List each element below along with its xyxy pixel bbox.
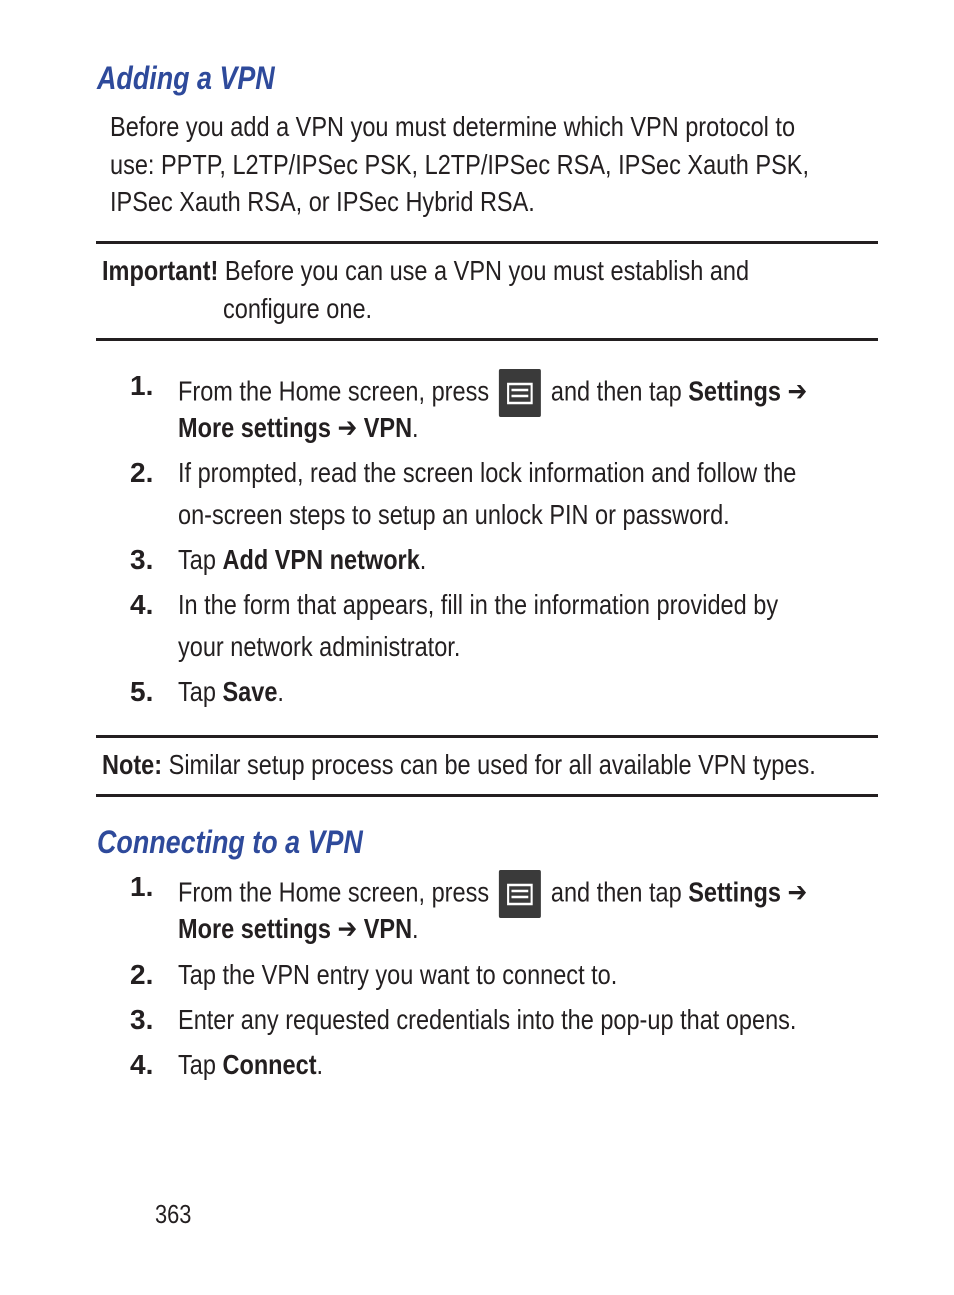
step-number: 4. [130,1049,154,1080]
connect-step-1-line-1: From the Home screen, press and then tap Settings ➔ [178,870,927,918]
connect-step-3: Enter any requested credentials into the pop-up that opens. [178,1004,797,1035]
step-4-line-1: In the form that appears, fill in the information provided by [178,589,779,620]
step-number: 2. [130,959,154,990]
section-title-connecting-vpn: Connecting to a VPN [97,824,363,860]
important-top-rule [96,241,878,244]
note-top-rule [96,735,878,738]
step-number: 2. [130,457,154,488]
note-bottom-rule [96,794,878,797]
important-text-continued: configure one. [223,293,373,324]
step-1-line-2: More settings ➔ VPN. [178,412,419,443]
settings-label: Settings [688,876,782,908]
step-2-line-2: on-screen steps to setup an unlock PIN or password. [178,499,730,530]
step-number: 4. [130,589,154,620]
more-settings-label: More settings [178,412,331,443]
intro-paragraph [110,108,942,221]
note-label: Note: [102,749,163,780]
step-4-line-2: your network administrator. [178,631,461,662]
intro-line-1: Before you add a VPN you must determine which VPN protocol to [110,111,796,142]
add-vpn-network-label: Add VPN network [222,544,420,575]
connect-step-1-line-2: More settings ➔ VPN. [178,913,419,944]
step-2-line-1: If prompted, read the screen lock information and follow the [178,457,797,488]
vpn-label: VPN [363,913,413,944]
connect-step-2: Tap the VPN entry you want to connect to. [178,959,618,990]
intro-line-2: use: PPTP, L2TP/IPSec PSK, L2TP/IPSec RSA, IPSec Xauth PSK, [110,148,809,180]
menu-key-icon [499,369,541,417]
more-settings-label: More settings [178,913,331,944]
page-number: 363 [155,1199,192,1229]
connect-label: Connect [222,1049,317,1080]
step-3: Tap Add VPN network. [178,544,427,575]
step-number: 1. [130,370,154,401]
important-text: Before you can use a VPN you must establish and [218,255,750,286]
step-number: 3. [130,1004,154,1035]
section-title-adding-vpn: Adding a VPN [97,60,275,96]
step-number: 5. [130,676,154,707]
note-text: Similar setup process can be used for all available VPN types. [162,749,816,780]
settings-label: Settings [688,375,782,407]
note-callout [102,748,952,782]
important-bottom-rule [96,338,878,341]
vpn-label: VPN [363,412,413,443]
save-label: Save [222,676,278,707]
important-label: Important! [102,255,219,286]
intro-line-3: IPSec Xauth RSA, or IPSec Hybrid RSA. [110,186,535,217]
connect-step-4: Tap Connect. [178,1049,324,1080]
step-5: Tap Save. [178,676,284,707]
step-1-line-1: From the Home screen, press and then tap Settings ➔ [178,369,927,417]
step-number: 1. [130,871,154,902]
menu-key-icon [499,870,541,918]
step-number: 3. [130,544,154,575]
important-callout [102,254,872,288]
